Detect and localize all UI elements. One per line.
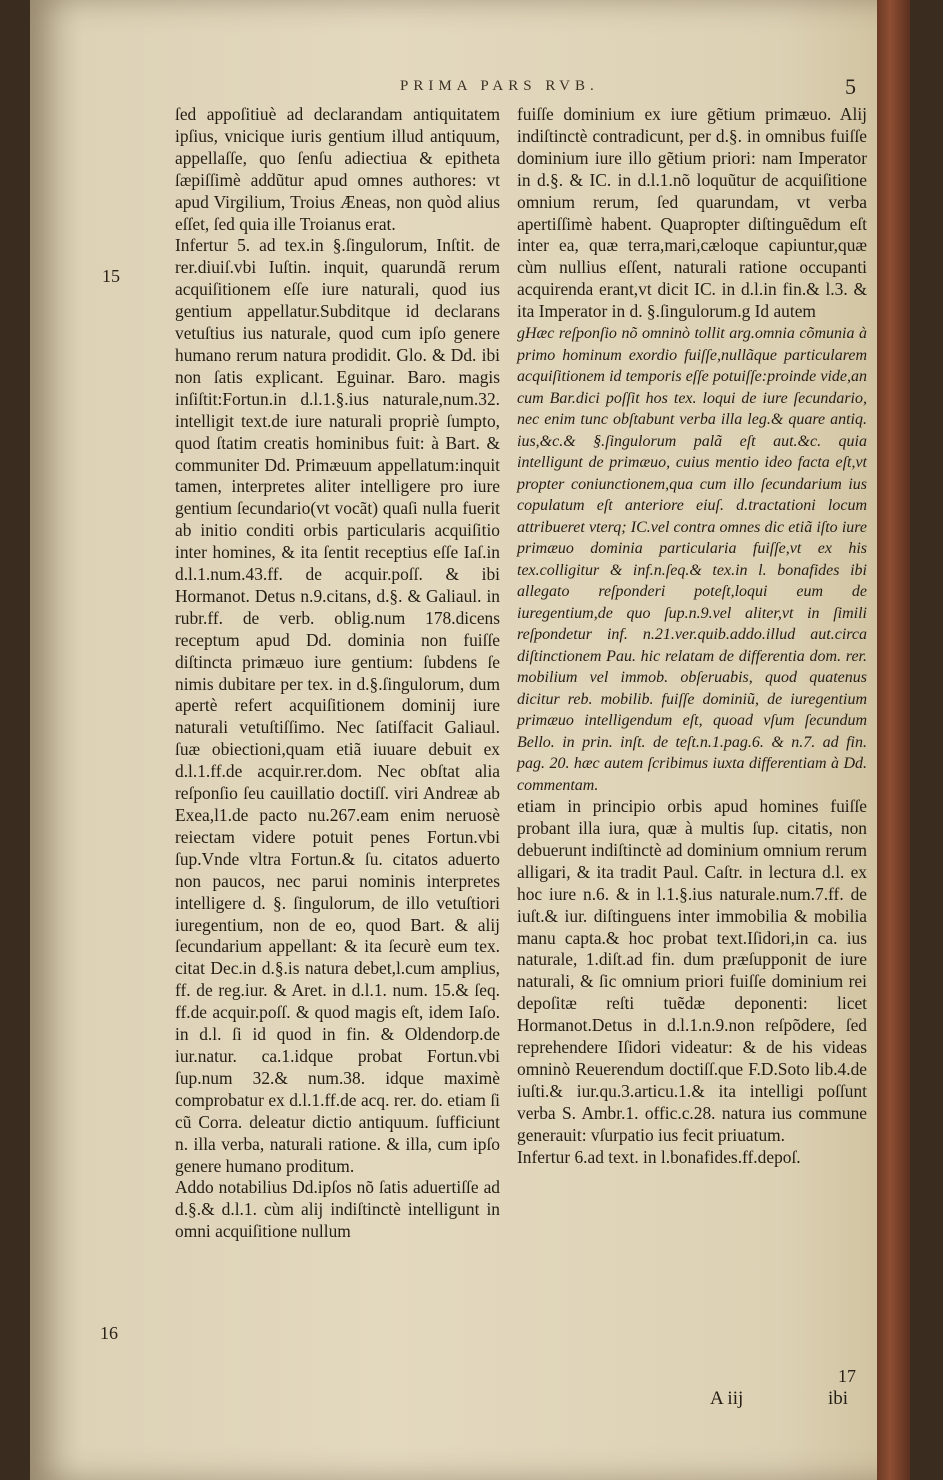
page-number: 5 <box>845 74 856 99</box>
paragraph: ſed appoſitiuè ad declarandam antiquitatem ipſius, vnicique iuris gentium illud antiquum, appellaſſe, quo ſenſu adiectiua & epitheta ſæpiſſimè addũtur apud omnes authores: vt apud Virgilium, Troius Æneas, non quòd alius eſſet, ſed quia ille Troianus erat. <box>175 104 500 234</box>
margin-number-16: 16 <box>100 1323 118 1343</box>
margin-number-15: 15 <box>102 266 120 286</box>
book-edge <box>877 0 910 1480</box>
margin-number-17: 17 <box>838 1366 856 1386</box>
left-column <box>175 104 500 1243</box>
book-page <box>30 0 910 1480</box>
paragraph: etiam in principio orbis apud homines fuiſſe probant illa iura, quæ à multis ſup. citatis, non debuerunt indiſtinctè ad dominium omnium rerum alligari, & ita tradit Paul. Caſtr. in lectura d.l. ex hoc iure n.6. & in l.1.§.ius naturale.num.7.ff. de iuſt.& iur. diſtinguens inter immobilia & mobilia manu capta.& hoc probat text.Iſidori,in ca. ius naturale, 1.diſt.ad fin. dum præſupponit de iure naturali, & ſic omnium priori fuiſſe dominium rei depoſitæ reſti tuẽdæ deponenti: licet Hormanot.Detus in d.l.1.n.9.non reſpõdere, ſed reprehendere Iſidori videatur: & de his videas omninò Reuerendum doctiſſ.que F.D.Soto lib.4.de iuſti.& iur.qu.3.articu.1.& ita intelligi poſſunt verba S. Ambr.1. offic.c.28. natura ius commune generauit: vſurpatio ius fecit priuatum. <box>517 796 867 1145</box>
running-head: PRIMA PARS RVB. <box>400 78 599 94</box>
catchword: ibi <box>828 1388 849 1409</box>
paragraph: fuiſſe dominium ex iure gẽtium primæuo. Alij indiſtinctè contradicunt, per d.§. in omnibus fuiſſe dominium iure illo gẽtium priori: nam Imperator in d.§. & IC. in d.l.1.nõ loquũtur de acquiſitione omnium rerum, ſed quarundam, vt verba apertiſſimè habent. Quapropter diſtinguẽdum eſt inter ea, quæ terra,mari,cæloque capiuntur,quæ cùm nullius eſſent, naturali ratione occupanti acquirenda erant,vt dicit IC. in d.l.in fin.& l.3. & ita Imperator in d. §.ſingulorum.g Id autem <box>517 104 867 322</box>
paragraph: Addo notabilius Dd.ipſos nõ ſatis aduertiſſe ad d.§.& d.l.1. cùm alij indiſtinctè intelligunt in omni acquiſitione nullum <box>175 1177 500 1242</box>
signature-mark: A iij <box>710 1388 744 1409</box>
paragraph: Infertur 5. ad tex.in §.ſingulorum, Inſtit. de rer.diuiſ.vbi Iuſtin. inquit, quarundã rerum acquiſitionem eſſe iure naturali, quod ius gentium appellatur.Subditque id declarans vetuſtius ius naturale, quod cum ipſo genere humano rerum natura prodidit. Glo. & Dd. ibi non ſatis explicant. Eguinar. Baro. magis inſiſtit:Fortun.in d.l.1.§.ius naturale,num.32. intelligit text.de iure naturali propriè ſumpto, quod ſtatim creatis hominibus fuit: à Bart. & communiter Dd. Primæuum appellatum:inquit tamen, interpretes aliter intelligere pro iure gentium ſecundario(vt vocãt) quaſi nulla fuerit ab initio conditi orbis particularis acquiſitio inter homines, & ita ſentit receptius eſſe Iaſ.in d.l.1.num.43.ff. de acquir.poſſ. & ibi Hormanot. Detus n.9.citans, d.§. & Galiaul. in rubr.ff. de verb. oblig.num 178.dicens receptum apud Dd. dominia non fuiſſe diſtincta primæuo iure gentium: ſubdens ſe nimis dubitare per tex. in d.§.ſingulorum, dum apertè refert acquiſitionem dominij iure naturali vetuſtiſſimo. Nec ſatiſfacit Galiaul. ſuæ obiectioni,quam etiã iuuare debuit ex d.l.1.ff.de acquir.rer.dom. Nec obſtat alia reſponſio ſeu cauillatio doctiſſ. viri Andreæ ab Exea,l1.de pacto nu.267.eam enim neruosè reiectam videre potuit penes Fortun.vbi ſup.Vnde vltra Fortun.& ſu. citatos aduerto non paucos, nec parui nominis interpretes intelligere d. §. ſingulorum, de illo vetuſtiori iuregentium, non de eo, quod Bart. & alij ſecundarium appellant: & ita ſecurè eum tex. citat Dec.in d.§.is natura debet,l.cum amplius, ff. de reg.iur. & Aret. in d.l.1. num. 15.& ſeq. ff.de acquir.poſſ. & quod magis eſt, idem Iaſo. in d.l. ſi id quod in fin. & Oldendorp.de iur.natur. ca.1.idque probat Fortun.vbi ſup.num 32.& num.38. idque maximè comprobatur ex d.l.1.ff.de acq. rer. do. etiam ſi cũ Corra. deleatur dictio antiquum. ſufficiunt n. illa verba, naturali ratione. & illa, cum ipſo genere humano proditum. <box>175 235 500 1176</box>
right-column <box>517 104 867 1168</box>
marginal-note: gHæc reſponſio nõ omninò tollit arg.omnia cõmunia à primo hominum exordio fuiſſe,nullãque particularem acquiſitionem id temporis eſſe potuiſſe:proinde vide,an cum Bar.dici poſſit hos tex. loqui de iure ſecundario, nec enim tunc obſtabunt verba illa leg.& quare antiq. ius,&c.& §.ſingulorum palã eſt aut.&c. quia intelligunt de primæuo, cuius mentio ideo facta eſt,vt propter coniunctionem,qua cum illo ſecundarium ius copulatum eſt anteriore eiuſ. d.tractationi locum attribueret vterq; IC.vel contra omnes dic etiã iſto iure primæuo dominia particularia fuiſſe,vt ex his tex.colligitur & inf.n.ſeq.& tex.in l. bonafides ibi allegato reſponderi poteſt,loqui eum de iuregentium,de quo ſup.n.9.vel aliter,vt in ſimili reſpondetur inf. n.21.ver.quib.addo.illud aut.circa diſtinctionem Pau. hic relatam de differentia dom. rer. mobilium vel immob. obſeruabis, quod quatenus dicitur reb. mobilib. fuiſſe dominiũ, de iuregentium primæuo intelligendum eſt, quoad vſum ſecundum Bello. in prin. inſt. de teſt.n.1.pag.6. & n.7. ad fin. pag. 20. hæc autem ſcribimus iuxta differentiam à Dd. commentam. <box>517 325 867 794</box>
paragraph-last-line: Infertur 6.ad text. in l.bonafides.ff.depoſ. <box>517 1146 801 1167</box>
